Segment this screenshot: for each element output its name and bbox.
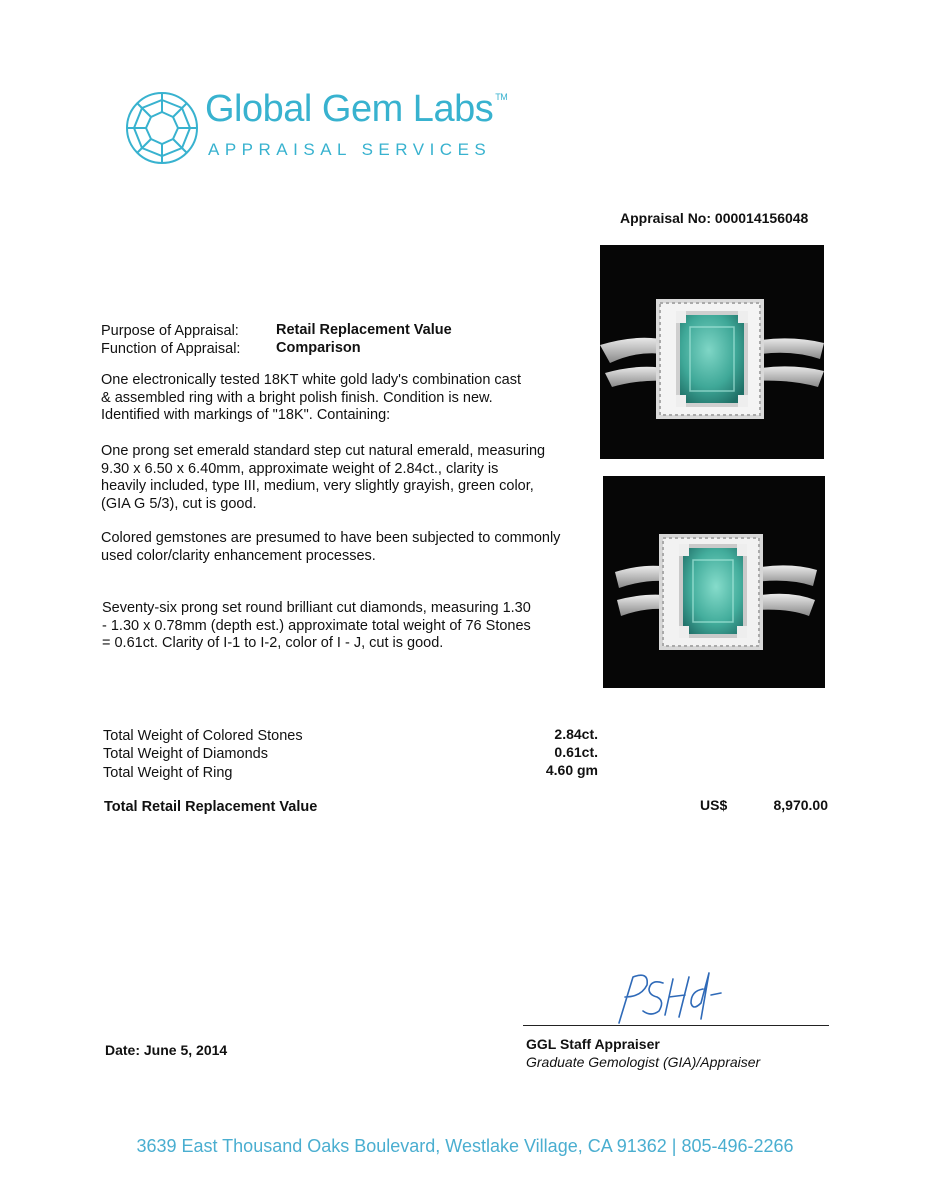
retail-value-amount: 8,970.00 — [773, 797, 828, 813]
treatment-note — [101, 530, 591, 565]
purpose-label: Purpose of Appraisal: — [101, 323, 239, 339]
ring-description-line: Identified with markings of "18K". Containing: — [101, 407, 391, 423]
diamond-description-line: = 0.61ct. Clarity of I-1 to I-2, color of I - J, cut is good. — [102, 635, 444, 651]
total-colored-stones-label: Total Weight of Colored Stones — [103, 728, 303, 744]
brand-name: Global Gem Labs ™ — [205, 88, 508, 130]
retail-value-label: Total Retail Replacement Value — [104, 799, 318, 815]
signature-line — [523, 1025, 829, 1026]
emerald-description-line: heavily included, type III, medium, very slightly grayish, green color, — [101, 478, 534, 494]
brand-tagline: APPRAISAL SERVICES — [208, 140, 492, 159]
total-diamonds-value: 0.61ct. — [554, 744, 598, 760]
emerald-description-line: One prong set emerald standard step cut natural emerald, measuring — [101, 443, 546, 459]
total-colored-stones-value: 2.84ct. — [554, 726, 598, 742]
function-label: Function of Appraisal: — [101, 341, 241, 357]
trademark-mark: TM — [495, 92, 508, 102]
appraiser-signature — [605, 965, 725, 1027]
ring-photo-angled — [603, 476, 825, 688]
ring-description-line: One electronically tested 18KT white gold lady's combination cast — [101, 372, 522, 388]
function-value: Comparison — [276, 340, 361, 356]
footer-address: 3639 East Thousand Oaks Boulevard, Westlake Village, CA 91362 | 805-496-2266 — [136, 1136, 794, 1156]
total-ring-weight-label: Total Weight of Ring — [103, 765, 233, 781]
signer-name: GGL Staff Appraiser — [526, 1036, 660, 1052]
emerald-description-line: (GIA G 5/3), cut is good. — [101, 495, 257, 512]
ring-description — [101, 372, 591, 425]
appraisal-number: Appraisal No: 000014156048 — [620, 210, 809, 226]
treatment-note-line: used color/clarity enhancement processes. — [101, 547, 376, 564]
diamond-description-line: Seventy-six prong set round brilliant cut diamonds, measuring 1.30 — [102, 600, 531, 616]
emerald-description-line: 9.30 x 6.50 x 6.40mm, approximate weight of 2.84ct., clarity is — [101, 460, 499, 477]
signer-title: Graduate Gemologist (GIA)/Appraiser — [526, 1054, 761, 1070]
diamond-outline-icon — [124, 90, 200, 166]
ring-description-line: & assembled ring with a bright polish finish. Condition is new. — [101, 389, 493, 406]
diamond-description — [102, 600, 592, 653]
diamond-description-line: - 1.30 x 0.78mm (depth est.) approximate total weight of 76 Stones — [102, 617, 531, 634]
total-diamonds-label: Total Weight of Diamonds — [103, 746, 268, 762]
currency: US$ — [700, 797, 728, 813]
emerald-description — [101, 443, 591, 513]
total-ring-weight-value: 4.60 gm — [545, 762, 598, 778]
treatment-note-line: Colored gemstones are presumed to have been subjected to commonly — [101, 530, 561, 546]
appraisal-date: Date: June 5, 2014 — [105, 1042, 228, 1058]
ring-photo-front — [600, 245, 824, 459]
purpose-value: Retail Replacement Value — [276, 322, 452, 338]
